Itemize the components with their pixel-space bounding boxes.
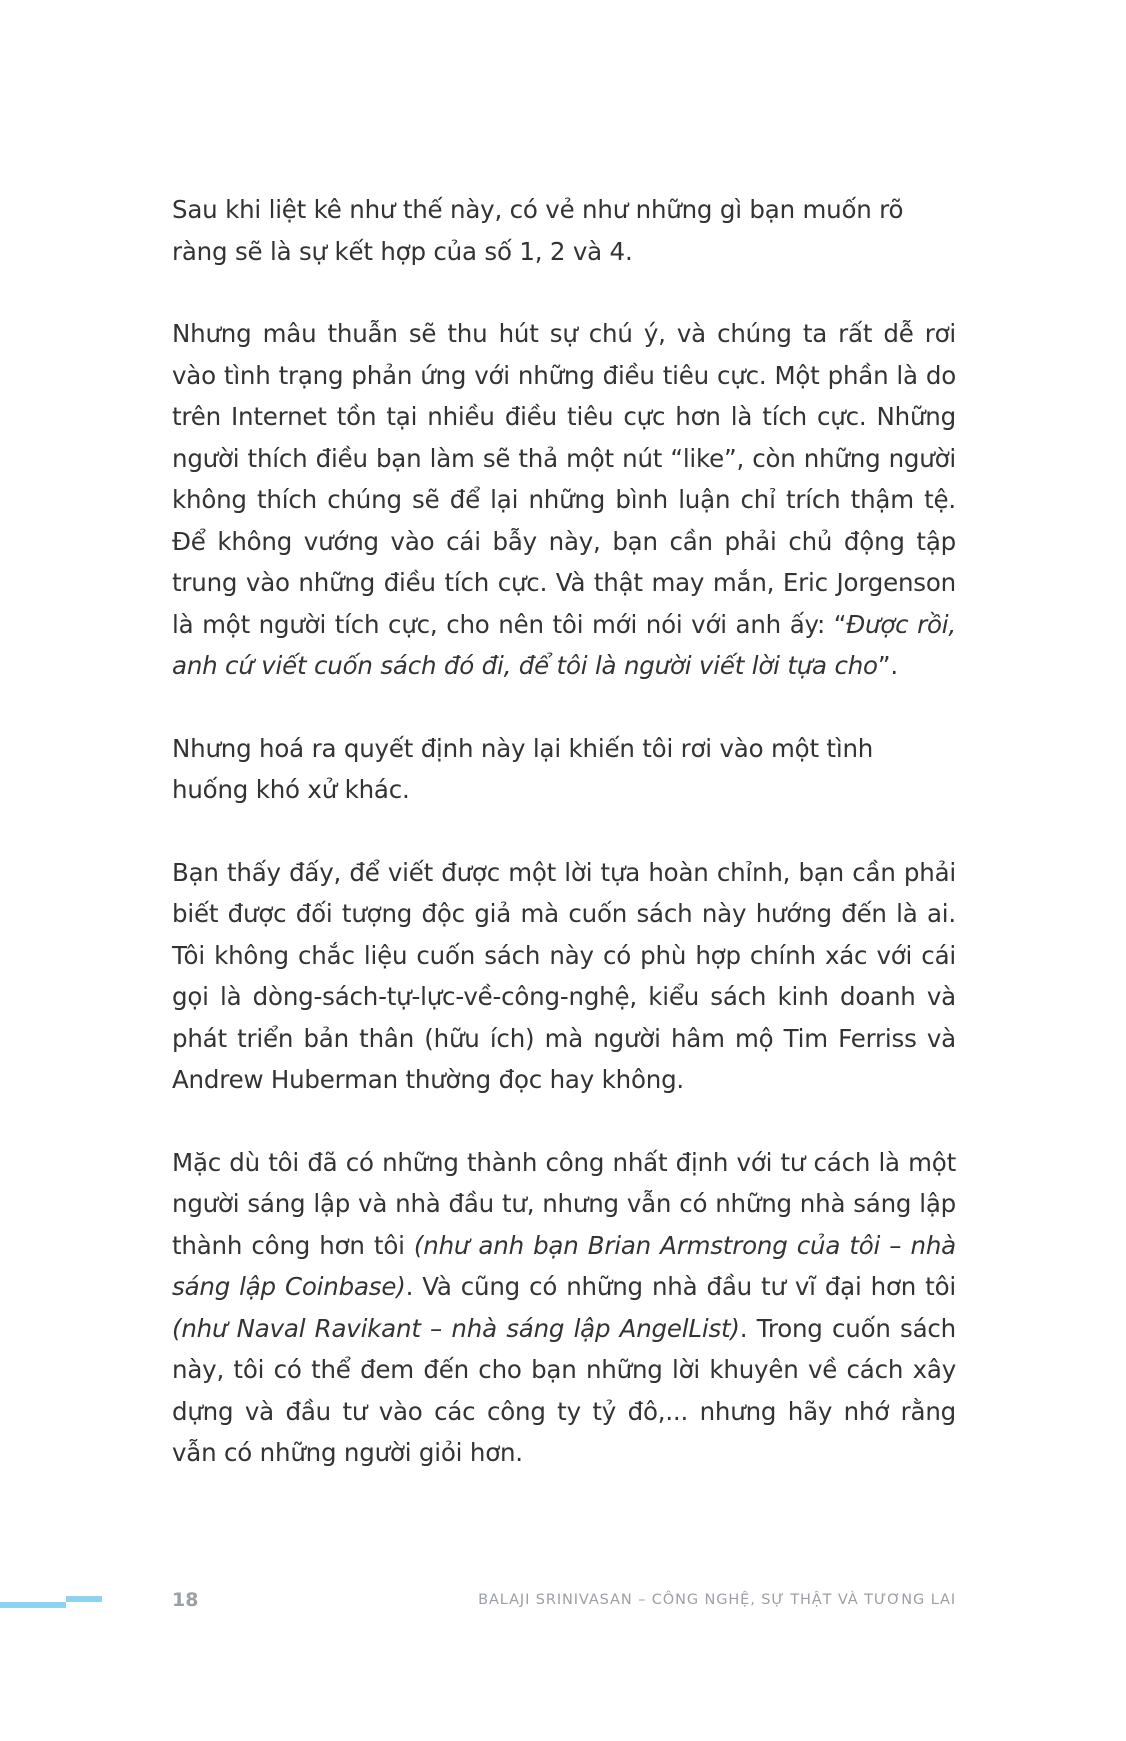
- page-number: 18: [172, 1589, 199, 1611]
- paragraph-2: [172, 313, 956, 687]
- text-segment: ”.: [877, 651, 898, 680]
- text-segment: Bạn thấy đấy, để viết được một lời tựa hoàn chỉnh, bạn cần phải biết được đối tượng độc giả mà cuốn sách này hướng đến là ai. Tôi không chắc liệu cuốn sách này có phù hợp chính xác với cái gọi là dòng-sách-tự-lực-về-công-nghệ, kiểu sách kinh doanh và phát triển bản thân (hữu ích) mà người hâm mộ Tim Ferriss và Andrew Huberman thường đọc hay không.: [172, 857, 956, 1094]
- paragraph-3: [172, 728, 956, 811]
- text-segment: . Và cũng có những nhà đầu tư vĩ đại hơn tôi: [405, 1272, 956, 1301]
- italic-aside: (như Naval Ravikant – nhà sáng lập AngelList): [172, 1313, 740, 1343]
- text-segment: Sau khi liệt kê như thế này, có vẻ như những gì bạn muốn rõ ràng sẽ là sự kết hợp của số 1, 2 và 4.: [172, 195, 904, 266]
- paragraph-5: [172, 1142, 956, 1474]
- footer-accent-bar: [0, 1602, 66, 1608]
- text-segment: Nhưng hoá ra quyết định này lại khiến tôi rơi vào một tình huống khó xử khác.: [172, 733, 874, 804]
- footer-accent-bar-step: [66, 1596, 102, 1602]
- body-text: [172, 189, 956, 1515]
- text-segment: . Trong cuốn sách này, tôi có thể đem đến cho bạn những lời khuyên về cách xây dựng và đầu tư vào các công ty tỷ đô,... nhưng hãy nhớ rằng vẫn có những người giỏi hơn.: [172, 1313, 956, 1467]
- paragraph-1: [172, 189, 956, 272]
- italic-quote: Được rồi, anh cứ viết cuốn sách đó đi, để tôi là người viết lời tựa cho: [172, 609, 956, 680]
- paragraph-4: [172, 852, 956, 1101]
- running-head: BALAJI SRINIVASAN – CÔNG NGHỆ, SỰ THẬT VÀ TƯƠNG LAI: [478, 1592, 956, 1608]
- italic-aside: (như anh bạn Brian Armstrong của tôi – nhà sáng lập Coinbase): [172, 1230, 956, 1301]
- text-segment: Nhưng mâu thuẫn sẽ thu hút sự chú ý, và chúng ta rất dễ rơi vào tình trạng phản ứng với những điều tiêu cực. Một phần là do trên Internet tồn tại nhiều điều tiêu cực hơn là tích cực. Những người thích điều bạn làm sẽ thả một nút “like”, còn những người không thích chúng sẽ để lại những bình luận chỉ trích thậm tệ. Để không vướng vào cái bẫy này, bạn cần phải chủ động tập trung vào những điều tích cực. Và thật may mắn, Eric Jorgenson là một người tích cực, cho nên tôi mới nói với anh ấy: “: [172, 319, 956, 639]
- text-segment: Mặc dù tôi đã có những thành công nhất định với tư cách là một người sáng lập và nhà đầu tư, nhưng vẫn có những nhà sáng lập thành công hơn tôi: [172, 1147, 956, 1260]
